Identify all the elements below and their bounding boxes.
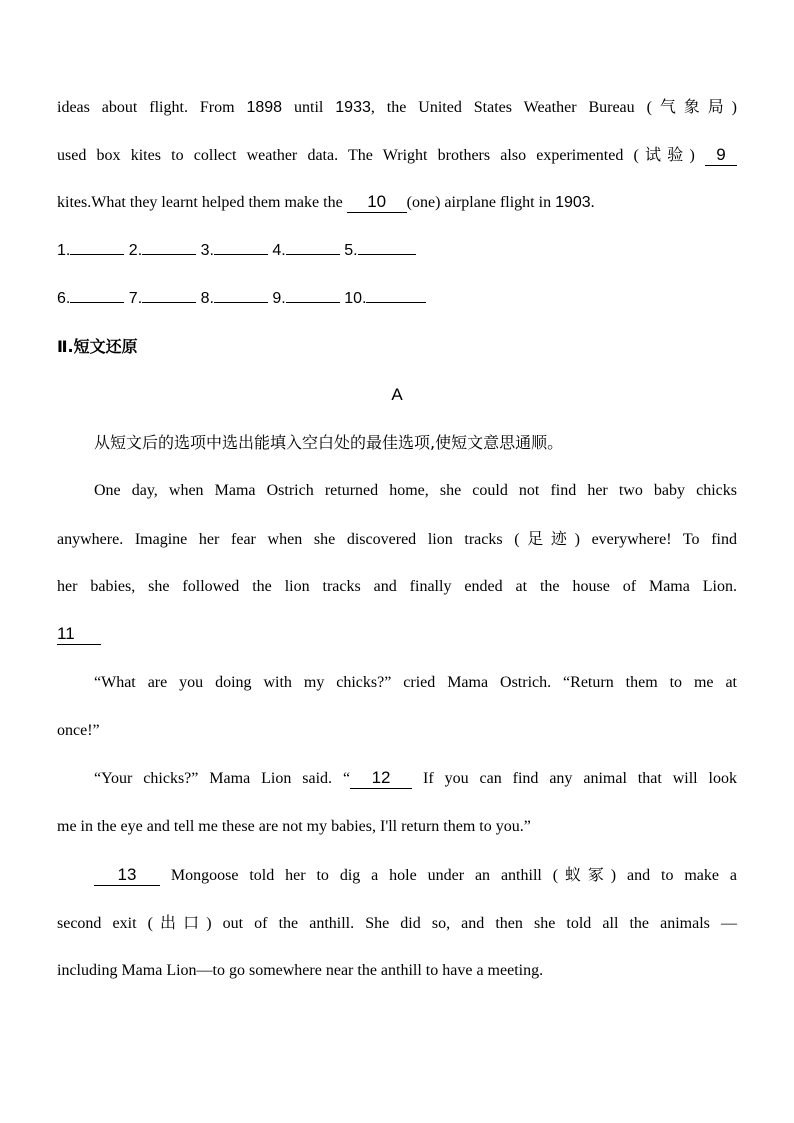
p1-line1: One day, when Mama Ostrich returned home, she could not find her two baby chicks xyxy=(94,482,737,499)
section-subtitle: A xyxy=(391,385,403,404)
answer-slot[interactable]: 8. xyxy=(201,284,268,314)
section-instruction: 从短文后的选项中选出能填入空白处的最佳选项,使短文意思通顺。 xyxy=(94,433,564,452)
answer-row-1 xyxy=(57,236,737,266)
p1-line3: her babies, she followed the lion tracks and finally ended at the house of Mama Lion. xyxy=(57,578,737,595)
p1-line2: anywhere. Imagine her fear when she discovered lion tracks (足迹) everywhere! To find xyxy=(57,529,737,548)
answer-slot[interactable]: 5. xyxy=(344,236,415,266)
answer-slot[interactable]: 2. xyxy=(129,236,196,266)
answer-slot[interactable]: 1. xyxy=(57,236,124,266)
p2-line2: once!” xyxy=(57,722,100,739)
p3-line1: “Your chicks?” Mama Lion said. “ 12 If you can find any animal that will look xyxy=(94,768,737,787)
p4-line1: 13 Mongoose told her to dig a hole under an anthill (蚁冢) and to make a xyxy=(94,860,737,890)
blank-9[interactable]: 9 xyxy=(705,145,737,166)
blank-13[interactable]: 13 xyxy=(94,865,160,886)
answer-row-2 xyxy=(57,284,737,314)
blank-12[interactable]: 12 xyxy=(350,768,412,789)
passage1-line2: used box kites to collect weather data. The Wright brothers also experimented (试验) 9 xyxy=(57,140,737,170)
p3-line2: me in the eye and tell me these are not my babies, I'll return them to you.” xyxy=(57,818,531,835)
answer-slot[interactable]: 6. xyxy=(57,284,124,314)
answer-slot[interactable]: 9. xyxy=(272,284,339,314)
p4-line3: including Mama Lion—to go somewhere near the anthill to have a meeting. xyxy=(57,962,544,979)
answer-slot[interactable]: 10. xyxy=(344,284,426,314)
blank-10[interactable]: 10 xyxy=(347,192,407,213)
p4-line2: second exit (出口) out of the anthill. She did so, and then she told all the animals — xyxy=(57,913,737,932)
answer-slot[interactable]: 7. xyxy=(129,284,196,314)
passage1-line1: ideas about flight. From 1898 until 1933, the United States Weather Bureau (气象局) xyxy=(57,97,737,116)
section-title: Ⅱ.短文还原 xyxy=(57,337,138,356)
answer-slot[interactable]: 3. xyxy=(201,236,268,266)
answer-slot[interactable]: 4. xyxy=(272,236,339,266)
blank-11[interactable]: 11 xyxy=(57,624,101,645)
passage1-line3: kites.What they learnt helped them make the 10 (one) airplane flight in 1903. xyxy=(57,192,595,211)
p1-line4 xyxy=(57,620,737,650)
p2-line1: “What are you doing with my chicks?” cried Mama Ostrich. “Return them to me at xyxy=(94,674,737,691)
